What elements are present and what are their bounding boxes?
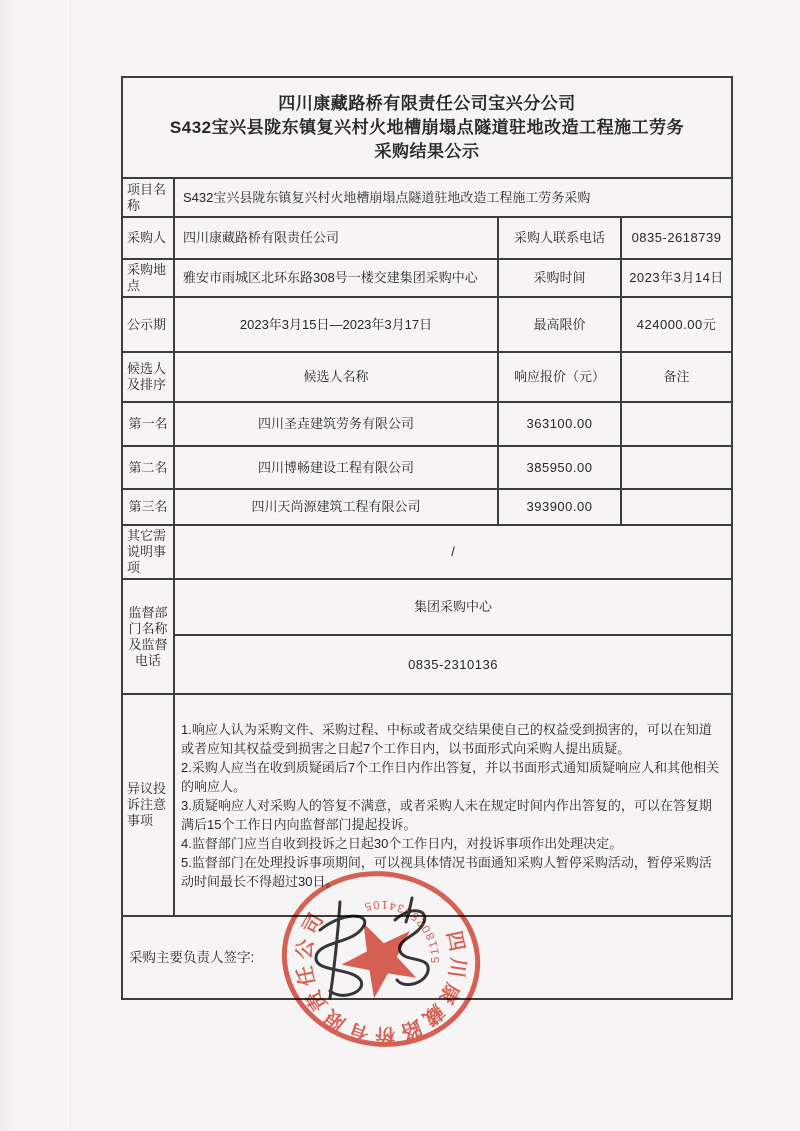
title-line-3: 采购结果公示 [374, 141, 480, 161]
candidate-rank: 第二名 [122, 446, 174, 489]
project-name-label: 项目名称 [122, 178, 174, 217]
candidate-rank: 第一名 [122, 402, 174, 446]
publicity-value: 2023年3月15日—2023年3月17日 [174, 297, 498, 352]
candidate-price: 385950.00 [498, 446, 621, 489]
other-notes-label: 其它需说明事项 [122, 525, 174, 579]
other-notes-value: / [174, 525, 732, 579]
title-line-2: S432宝兴县陇东镇复兴村火地槽崩塌点隧道驻地改造工程施工劳务 [169, 117, 685, 137]
row-location [122, 259, 732, 297]
candidate-name: 四川天尚源建筑工程有限公司 [174, 489, 498, 525]
candidate-row-2 [122, 446, 732, 489]
document-title [122, 77, 732, 178]
row-supervision-phone [122, 635, 732, 694]
row-purchaser [122, 217, 732, 259]
objection-item-1: 1.响应人认为采购文件、采购过程、中标或者成交结果使自己的权益受到损害的，可以在知道或者应知其权益受到损害之日起7个工作日内，以书面形式向采购人提出质疑。 [181, 721, 712, 756]
max-price-value: 424000.00元 [621, 297, 732, 352]
candidate-name: 四川博畅建设工程有限公司 [174, 446, 498, 489]
candidate-price: 393900.00 [498, 489, 621, 525]
candidates-header-row [122, 352, 732, 402]
row-project-name [122, 178, 732, 217]
candidate-price: 363100.00 [498, 402, 621, 446]
candidate-rank: 第三名 [122, 489, 174, 525]
objection-item-5: 5.监督部门在处理投诉事项期间，可以视具体情况书面通知采购人暂停采购活动，暂停采购活动时间最长不得超过30日。 [181, 854, 712, 889]
time-label: 采购时间 [498, 259, 621, 297]
candidate-remark [621, 489, 732, 525]
candidate-row-3 [122, 489, 732, 525]
supervision-phone: 0835-2310136 [174, 635, 732, 694]
purchaser-label: 采购人 [122, 217, 174, 259]
objection-item-4: 4.监督部门应当自收到投诉之日起30个工作日内，对投诉事项作出处理决定。 [181, 835, 623, 851]
purchaser-value: 四川康藏路桥有限责任公司 [174, 217, 498, 259]
seal-company-name: 四川康藏路桥有限责任公司 [293, 905, 469, 1047]
time-value: 2023年3月14日 [621, 259, 732, 297]
max-price-label: 最高限价 [498, 297, 621, 352]
title-row [122, 77, 732, 178]
objection-item-2: 2.采购人应当在收到质疑函后7个工作日内作出答复，并以书面形式通知质疑响应人和其他相关的响应人。 [181, 759, 720, 794]
publicity-label: 公示期 [122, 297, 174, 352]
candidates-price-header: 响应报价（元） [498, 352, 621, 402]
candidate-remark [621, 446, 732, 489]
candidate-name: 四川圣垚建筑劳务有限公司 [174, 402, 498, 446]
candidates-remark-header: 备注 [621, 352, 732, 402]
row-supervision-dept [122, 579, 732, 635]
purchaser-phone-value: 0835-2618739 [621, 217, 732, 259]
candidates-rank-header: 候选人及排序 [122, 352, 174, 402]
project-name-value: S432宝兴县陇东镇复兴村火地槽崩塌点隧道驻地改造工程施工劳务采购 [174, 178, 732, 217]
candidate-remark [621, 402, 732, 446]
signature-line-label: 采购主要负责人签字: [122, 916, 732, 999]
handwritten-signature [300, 888, 460, 1012]
candidate-row-1 [122, 402, 732, 446]
candidates-name-header: 候选人名称 [174, 352, 498, 402]
row-other-notes [122, 525, 732, 579]
objection-item-3: 3.质疑响应人对采购人的答复不满意，或者采购人未在规定时间内作出答复的，可以在答复期满后15个工作日内向监督部门提起投诉。 [181, 797, 712, 832]
scan-artifact-line [70, 0, 71, 1131]
supervision-label: 监督部门名称及监督电话 [122, 579, 174, 694]
purchaser-phone-label: 采购人联系电话 [498, 217, 621, 259]
row-publicity [122, 297, 732, 352]
location-value: 雅安市雨城区北环东路308号一楼交建集团采购中心 [174, 259, 498, 297]
objection-label: 异议投诉注意事项 [122, 694, 174, 916]
supervision-department: 集团采购中心 [174, 579, 732, 635]
location-label: 采购地点 [122, 259, 174, 297]
title-line-1: 四川康藏路桥有限责任公司宝兴分公司 [278, 93, 576, 113]
seal-number: 5118025034105 [360, 897, 443, 964]
